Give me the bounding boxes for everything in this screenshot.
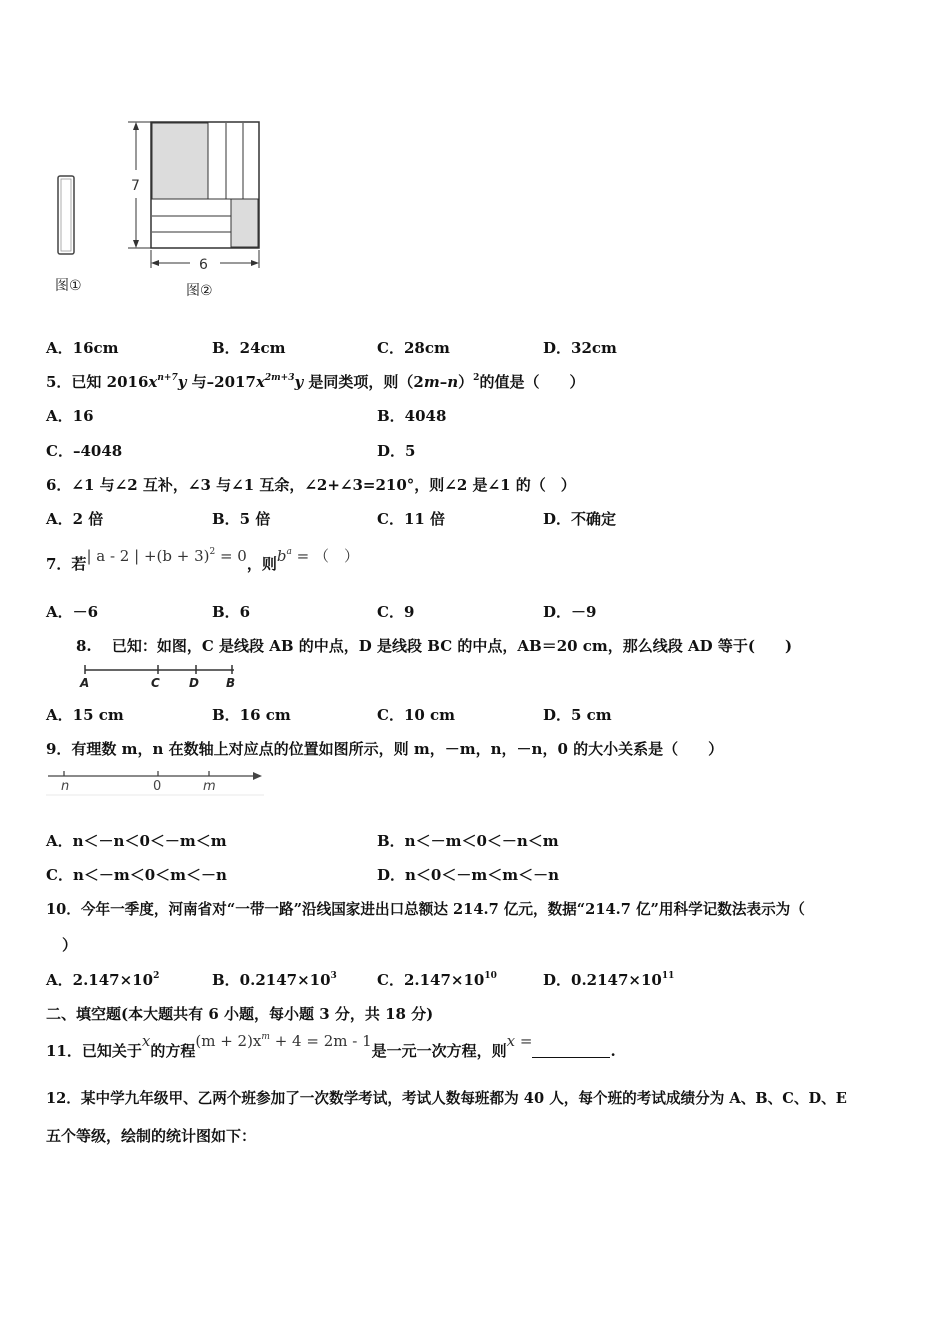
q10-stem-cont: ） (62, 936, 78, 954)
q11-formula: $(m + 2)x^m + 4 = 2m - 1$ (195, 1032, 372, 1050)
q11-answer-blank[interactable] (532, 1043, 610, 1058)
point-b-label: B (226, 676, 236, 690)
small-rectangle (58, 176, 74, 254)
q4-option-d[interactable]: D．32cm (543, 339, 617, 357)
q10-option-d[interactable]: D．$0.2147\times 10^{11}$ (543, 971, 675, 989)
q8-stem: 8. 已知：如图，C 是线段 AB 的中点，D 是线段 BC 的中点，AB＝20 cm，那么线段 AD 等于( ) (76, 637, 793, 655)
q6-option-d[interactable]: D．不确定 (543, 510, 617, 528)
point-d-label: D (189, 676, 199, 690)
section-heading: 二、填空题(本大题共有 6 小题，每小题 3 分，共 18 分) (46, 1005, 434, 1023)
q5-option-d[interactable]: D．5 (377, 442, 416, 460)
q5-stem: 5．已知 $2016x^{n+7}y$ 与$-2017x^{2m+3}y$ 是同类项，则$(2m-n)^2$的值是（ ） (46, 373, 585, 391)
q7-formula: | a - 2 | $+(b + 3)^2 = 0$ (86, 547, 247, 565)
q12-stem-line1: 12．某中学九年级甲、乙两个班参加了一次数学考试，考试人数每班都为 40 人，每个班的考试成绩分为 A、B、C、D、E (46, 1090, 847, 1107)
q8-segment-figure (78, 662, 248, 694)
point-c-label: C (151, 676, 160, 690)
zero-label: 0 (153, 779, 162, 794)
q10-stem: 10．今年一季度，河南省对“一带一路”沿线国家进出口总额达 214.7 亿元，数据“214.7 亿”用科学记数法表示为（ (46, 901, 805, 918)
q6-option-a[interactable]: A．2 倍 (46, 510, 104, 528)
q7-stem: 7．若| a - 2 | $+(b + 3)^2 = 0$，则$b^a$ = （ ） (46, 547, 359, 573)
q9-option-b[interactable]: B．n＜－m＜0＜－n＜m (377, 832, 559, 850)
q5-option-c[interactable]: C．–4048 (46, 442, 123, 460)
q9-option-a[interactable]: A．n＜－n＜0＜－m＜m (46, 832, 227, 850)
q10-option-b[interactable]: B．$0.2147\times 10^3$ (212, 971, 337, 989)
q8-option-d[interactable]: D．5 cm (543, 706, 612, 724)
q7-option-a[interactable]: A．－6 (46, 603, 99, 621)
q10-option-a[interactable]: A．$2.147\times 10^2$ (46, 971, 160, 989)
m-label: m (203, 779, 216, 794)
figure-q4 (50, 110, 280, 310)
rectangle-diagram (50, 110, 280, 310)
q11-stem: 11．已知关于x的方程$(m + 2)x^m + 4 = 2m - 1$是一元一次方程，则x =. (46, 1032, 616, 1060)
q9-option-c[interactable]: C．n＜－m＜0＜m＜－n (46, 866, 227, 884)
q4-option-c[interactable]: C．28cm (377, 339, 450, 357)
q8-option-c[interactable]: C．10 cm (377, 706, 456, 724)
figure1-label: 图① (55, 278, 82, 294)
height-label: 7 (131, 178, 140, 194)
width-label: 6 (199, 257, 208, 273)
q5-option-a[interactable]: A．16 (46, 407, 94, 425)
q9-option-d[interactable]: D．n＜0＜－m＜m＜－n (377, 866, 560, 884)
q9-stem: 9．有理数 m，n 在数轴上对应点的位置如图所示，则 m，－m，n，－n，0 的大小关系是（ ） (46, 740, 724, 758)
q8-option-a[interactable]: A．15 cm (46, 706, 124, 724)
q4-option-a[interactable]: A．16cm (46, 339, 119, 357)
n-label: n (61, 779, 70, 794)
point-a-label: A (80, 676, 90, 690)
q8-option-b[interactable]: B．16 cm (212, 706, 291, 724)
figure2-label: 图② (186, 283, 213, 299)
q6-option-c[interactable]: C．11 倍 (377, 510, 446, 528)
q4-option-b[interactable]: B．24cm (212, 339, 286, 357)
q6-option-b[interactable]: B．5 倍 (212, 510, 271, 528)
q6-stem: 6．∠1 与∠2 互补，∠3 与∠1 互余，∠2+∠3=210°，则∠2 是∠1 的（ ） (46, 476, 576, 494)
q7-option-b[interactable]: B．6 (212, 603, 251, 621)
q10-option-c[interactable]: C．$2.147\times 10^{10}$ (377, 971, 497, 989)
q12-stem-line2: 五个等级，绘制的统计图如下： (46, 1127, 257, 1145)
q7-option-d[interactable]: D．－9 (543, 603, 597, 621)
q7-option-c[interactable]: C．9 (377, 603, 415, 621)
q5-option-b[interactable]: B．4048 (377, 407, 447, 425)
q9-number-line (46, 765, 266, 801)
